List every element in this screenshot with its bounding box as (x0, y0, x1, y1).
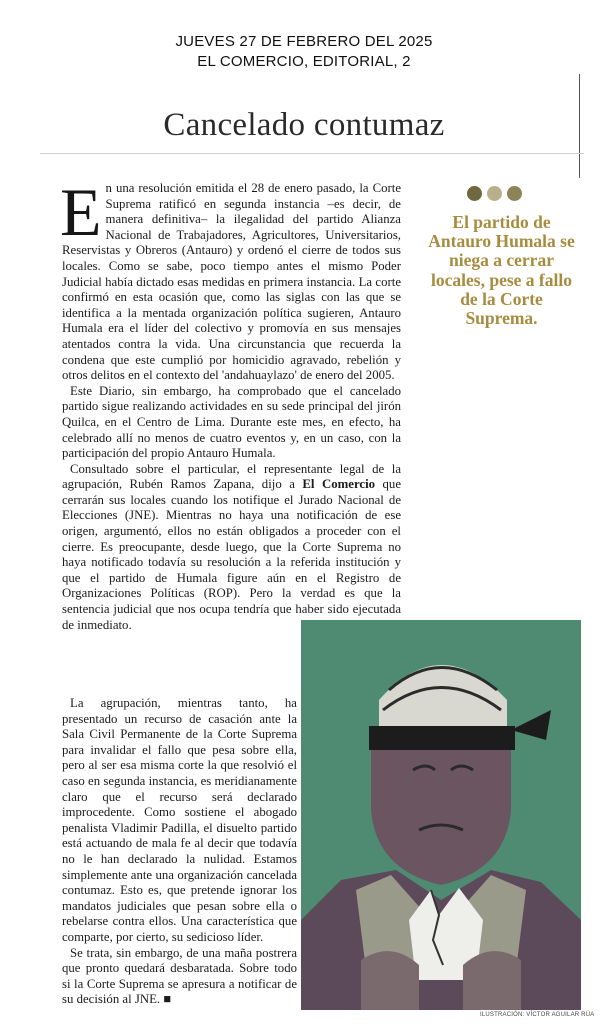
article-body (60, 174, 402, 633)
article-body-narrow (62, 696, 297, 1008)
paragraph-5-text: Se trata, sin embargo, de una maña postrera que pronto quedará desbaratada. Sobre todo si la Corte Suprema se apresura a notificar de su decisión al JNE. (62, 945, 297, 1007)
dot-icon (507, 186, 522, 201)
decorative-dots (467, 186, 537, 204)
paragraph-4: La agrupación, mientras tanto, ha presentado un recurso de casación ante la Sala Civil Permanente de la Corte Suprema para invalidar el fallo que pesa sobre ella, pero al ser esa misma corte la que resolvió el caso en segunda instancia, es meridianamente claro que el recurso será declarado improcedente. Como sostiene el abogado penalista Vladimir Padilla, el disuelto partido está actuando de mala fe al decir que todavía no le han declarado la nulidad. Estamos simplemente ante una organización cancelada contumaz. Esto es, que pretende ignorar los mandatos judiciales que pesan sobre ella o rebelarse contra ellos. Una característica que comparte, por cierto, su sedicioso líder. (62, 696, 297, 944)
illustration (301, 620, 581, 1010)
paragraph-2: Este Diario, sin embargo, ha comprobado que el cancelado partido sigue realizando actividades en su sede principal del jirón Quilca, en el Centro de Lima. Durante este mes, en efecto, ha celebrado allí no menos de cuatro eventos y, en un caso, con la participación del propio Antauro Humala. (62, 383, 401, 461)
paragraph-3-text-a: Consultado sobre el particular, el representante legal de la agrupación, Rubén Ramos Zapana, dijo a (62, 461, 401, 492)
drop-cap: E (60, 174, 102, 250)
newspaper-name: El Comercio (302, 477, 376, 492)
source-line: EL COMERCIO, EDITORIAL, 2 (197, 53, 411, 70)
pull-quote: El partido de Antauro Humala se niega a cerrar locales, pese a fallo de la Corte Suprema. (428, 212, 575, 329)
illustration-credit: ILUSTRACIÓN: VÍCTOR AGUILAR RÚA (480, 1012, 595, 1018)
paragraph-1-text: n una resolución emitida el 28 de enero pasado, la Corte Suprema ratificó en segunda instancia –es decir, de manera definitiva– la ilegalidad del partido Alianza Nacional de Trabajadores, Agricultores, Universitarios, Reservistas y Obreros (Antauro) y ordenó el cierre de todos sus locales. Como se sabe, poco tiempo antes el mismo Poder Judicial había dictado esas medidas en primera instancia. La corte confirmó en esta ocasión que, como las siglas con las que se identifica a la mentada organización política sugieren, Antauro Humala era el líder del colectivo y promovía en sus mensajes atentados contra la vida. Una circunstancia que recuerda la condena que este cumplió por homicidio agravado, rebelión y otros delitos en el contexto del 'andahuaylazo' de enero del 2005. (62, 181, 401, 383)
dot-icon (487, 186, 502, 201)
article-title: Cancelado contumaz (163, 107, 445, 143)
paragraph-3-text-b: que cerrarán sus locales cuando los notifique el Jurado Nacional de Elecciones (JNE). Mientras no haya una notificación de ese origen, argumentó, ellos no están obligados a proceder con el cierre. Es preocupante, desde luego, que la Corte Suprema no haya notificado todavía su resolución a la referida institución y que el partido de Humala figure aún en el Registro de Organizaciones Políticas (ROP). Pero la verdad es que la sentencia judicial que nos ocupa tendría que haber sido ejecutada de inmediato. (62, 477, 402, 632)
paragraph-5 (62, 946, 297, 1008)
end-mark: ■ (163, 992, 172, 1007)
paragraph-1 (60, 174, 401, 384)
dot-icon (467, 186, 482, 201)
issue-date: JUEVES 27 DE FEBRERO DEL 2025 (175, 33, 433, 50)
title-divider (40, 153, 584, 154)
paragraph-3 (62, 462, 401, 634)
illustration-figure (301, 620, 581, 1010)
